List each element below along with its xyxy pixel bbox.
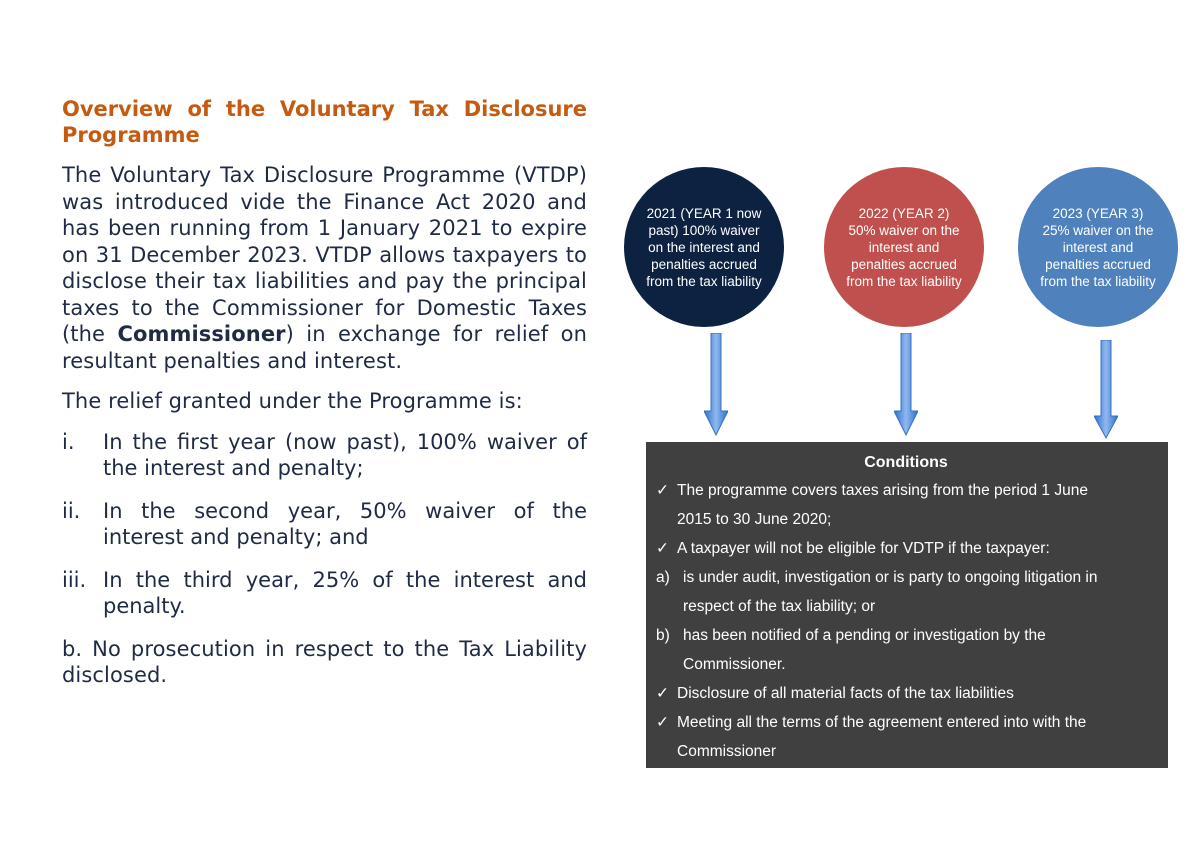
relief-item-number: iii.: [62, 567, 87, 592]
relief-item-number: ii.: [62, 498, 81, 523]
relief-item-text: In the second year, 50% waiver of the interest and penalty; and: [103, 498, 587, 549]
condition-item-continued: [656, 650, 1156, 679]
condition-text: Meeting all the terms of the agreement entered into with the: [677, 714, 1087, 731]
relief-item-number: i.: [62, 429, 75, 454]
condition-text: Disclosure of all material facts of the tax liabilities: [677, 685, 1014, 702]
condition-text: Commissioner.: [683, 656, 786, 673]
year-3-text: 2023 (YEAR 3) 25% waiver on the interest and penalties accrued from the tax liability: [1040, 205, 1156, 289]
condition-item: [656, 476, 1156, 505]
section-heading: Overview of the Voluntary Tax Disclosure Programme: [62, 97, 587, 147]
condition-text: A taxpayer will not be eligible for VDTP if the taxpayer:: [677, 540, 1050, 557]
relief-item-3: [62, 567, 587, 620]
year-2-text: 2022 (YEAR 2) 50% waiver on the interest and penalties accrued from the tax liability: [846, 205, 962, 289]
subitem-letter: b): [656, 627, 670, 644]
subitem-letter: a): [656, 569, 670, 586]
condition-text: The programme covers taxes arising from the period 1 June: [677, 482, 1088, 499]
conditions-title: Conditions: [864, 454, 948, 471]
condition-item-continued: [656, 737, 1156, 766]
year-3-circle: [1018, 167, 1178, 327]
relief-item-text: In the first year (now past), 100% waiver of the interest and penalty;: [103, 429, 587, 480]
condition-subitem-a: [656, 563, 1156, 592]
condition-item: [656, 708, 1156, 737]
condition-subitem-b: [656, 621, 1156, 650]
condition-item-continued: [656, 505, 1156, 534]
year-1-text: 2021 (YEAR 1 now past) 100% waiver on the interest and penalties accrued from the tax liability: [646, 205, 762, 289]
check-icon: ✓: [656, 685, 669, 702]
down-arrow-icon: [704, 333, 728, 437]
condition-text: 2015 to 30 June 2020;: [677, 511, 832, 528]
check-icon: ✓: [656, 714, 669, 731]
intro-text-start: The Voluntary Tax Disclosure Programme (VTDP) was introduced vide the Finance Act 2020 and has been running from 1 January 2021 to expire on 31 December 2023. VTDP allows taxpayers to disclose their tax liabilities and pay the principal taxes to the Commissioner for Domestic Taxes (the: [62, 163, 587, 346]
condition-text: Commissioner: [677, 743, 777, 760]
relief-item-2: [62, 498, 587, 551]
check-icon: ✓: [656, 482, 669, 499]
condition-item: [656, 534, 1156, 563]
condition-item-continued: [656, 592, 1156, 621]
down-arrow-icon: [1094, 340, 1118, 440]
relief-item-text: In the third year, 25% of the interest and penalty.: [103, 567, 587, 618]
commissioner-term: Commissioner: [117, 322, 286, 346]
intro-paragraph: [62, 162, 587, 374]
year-1-circle: [624, 167, 784, 327]
relief-item-1: [62, 429, 587, 482]
condition-text: respect of the tax liability; or: [683, 598, 876, 615]
relief-list: [62, 429, 587, 620]
overview-section: [62, 96, 587, 703]
relief-intro: The relief granted under the Programme is:: [62, 389, 523, 413]
intro-text-end: ) in exchange for relief on resultant penalties and interest.: [62, 322, 587, 373]
conditions-box: [646, 442, 1168, 768]
year-2-circle: [824, 167, 984, 327]
condition-text: is under audit, investigation or is party to ongoing litigation in: [683, 569, 1098, 586]
condition-text: has been notified of a pending or investigation by the: [683, 627, 1046, 644]
down-arrow-icon: [894, 333, 918, 437]
closing-paragraph: b. No prosecution in respect to the Tax Liability disclosed.: [62, 636, 587, 687]
check-icon: ✓: [656, 540, 669, 557]
condition-item: [656, 679, 1156, 708]
